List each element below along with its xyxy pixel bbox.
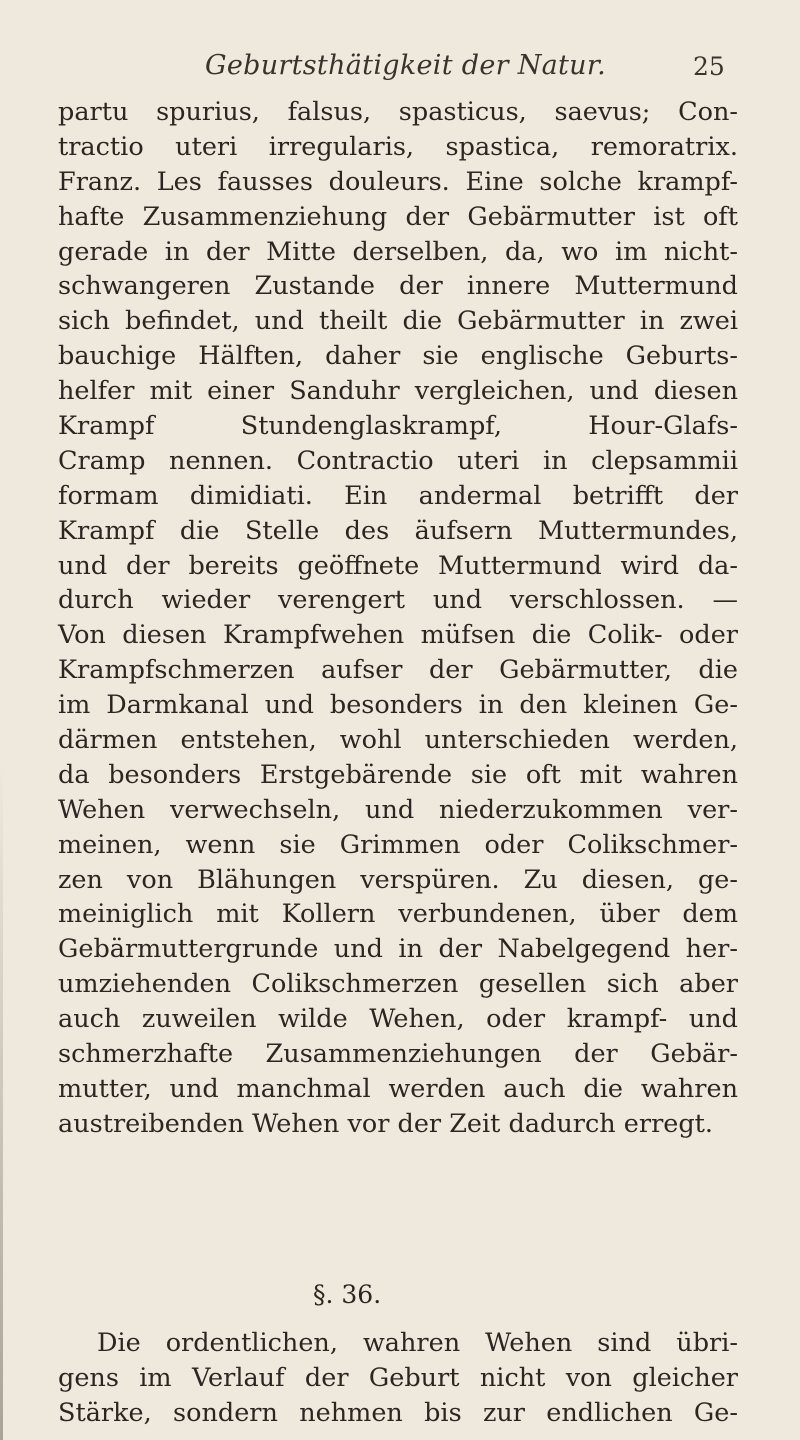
page-edge-shadow xyxy=(0,760,3,1440)
text-line: Krampf die Stelle des äufsern Muttermundes, xyxy=(58,515,738,546)
text-line: Franz. Les fausses douleurs. Eine solche krampf- xyxy=(58,166,738,197)
text-line: tractio uteri irregularis, spastica, remoratrix. xyxy=(58,131,738,162)
text-line: Krampfschmerzen aufser der Gebärmutter, die xyxy=(58,655,738,686)
text-line: partu spurius, falsus, spasticus, saevus; Con- xyxy=(58,97,738,127)
text-line: mutter, und manchmal werden auch die wahren xyxy=(58,1073,738,1104)
text-line: meinen, wenn sie Grimmen oder Colikschmer- xyxy=(58,829,738,860)
text-line: formam dimidiati. Ein andermal betrifft der xyxy=(58,480,738,511)
text-line: sich befindet, und theilt die Gebärmutter in zwei xyxy=(58,306,738,337)
text-line: Wehen verwechseln, und niederzukommen ver- xyxy=(58,794,738,825)
text-line: da besonders Erstgebärende sie oft mit wahren xyxy=(58,759,738,790)
running-title: Geburtsthätigkeit der Natur. xyxy=(205,50,606,81)
page-header xyxy=(0,50,800,90)
page-number: 25 xyxy=(693,52,725,81)
text-line: Cramp nennen. Contractio uteri in clepsammii xyxy=(58,445,738,476)
text-line: meiniglich mit Kollern verbundenen, über dem xyxy=(58,899,738,930)
text-line: helfer mit einer Sanduhr vergleichen, und diesen xyxy=(58,376,738,407)
text-line: Von diesen Krampfwehen müfsen die Colik- oder xyxy=(58,620,738,651)
text-line: hafte Zusammenziehung der Gebärmutter ist oft xyxy=(58,201,738,232)
section-paragraph xyxy=(58,1326,738,1431)
text-line: austreibenden Wehen vor der Zeit dadurch erregt. xyxy=(58,1108,714,1139)
body-paragraph xyxy=(58,95,738,1142)
text-line: im Darmkanal und besonders in den kleinen Ge- xyxy=(58,690,738,721)
text-line: umziehenden Colikschmerzen gesellen sich aber xyxy=(58,969,738,1000)
text-line: durch wieder verengert und verschlossen. — xyxy=(58,585,738,616)
text-line: bauchige Hälften, daher sie englische Geburts- xyxy=(58,341,738,372)
text-line: zen von Blähungen verspüren. Zu diesen, ge- xyxy=(58,864,738,895)
text-line: Gebärmuttergrunde und in der Nabelgegend her- xyxy=(58,934,738,965)
text-line: gerade in der Mitte derselben, da, wo im nicht- xyxy=(58,236,738,267)
text-line: Die ordentlichen, wahren Wehen sind übri- xyxy=(97,1328,738,1358)
text-line: schmerzhafte Zusammenziehungen der Gebär- xyxy=(58,1039,738,1070)
text-line: Stärke, sondern nehmen bis zur endlichen Ge- xyxy=(58,1397,738,1428)
text-line: und der bereits geöffnete Muttermund wird da- xyxy=(58,550,738,581)
section-number: §. 36. xyxy=(313,1280,382,1309)
text-line: därmen entstehen, wohl unterschieden werden, xyxy=(58,725,738,756)
text-line: Krampf Stundenglaskrampf, Hour-Glafs- xyxy=(58,411,738,442)
text-line: schwangeren Zustande der innere Muttermund xyxy=(58,271,738,302)
text-line: auch zuweilen wilde Wehen, oder krampf- und xyxy=(58,1004,738,1035)
text-line: gens im Verlauf der Geburt nicht von gleicher xyxy=(58,1362,738,1393)
